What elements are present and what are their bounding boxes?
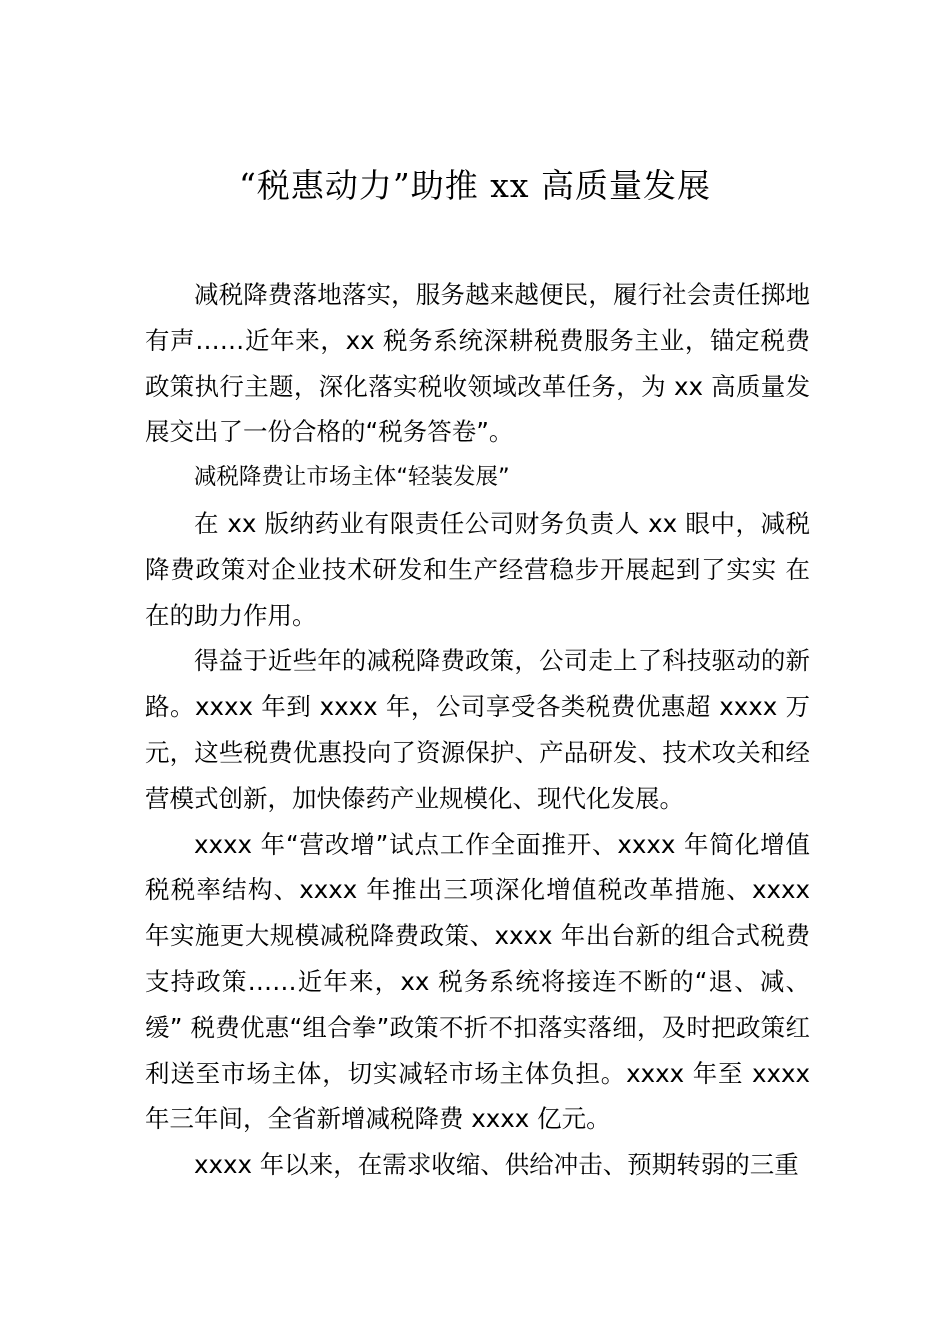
paragraph-company-quote: 在 xx 版纳药业有限责任公司财务负责人 xx 眼中，减税降费政策对企业技术研发和生产经营稳步开展起到了实实 在在的助力作用。 <box>145 508 810 630</box>
document-body <box>145 272 810 1188</box>
document-title: “税惠动力”助推 xx 高质量发展 <box>239 166 711 205</box>
paragraph-intro: 减税降费落地落实，服务越来越便民，履行社会责任掷地有声……近年来，xx 税务系统深耕税费服务主业，锚定税费政策执行主题，深化落实税收领域改革任务，为 xx 高质量发展交出了一份合格的“税务答卷”。 <box>145 280 810 447</box>
paragraph-policy-history: xxxx 年“营改增”试点工作全面推开、xxxx 年简化增值税税率结构、xxxx 年推出三项深化增值税改革措施、xxxx 年实施更大规模减税降费政策、xxxx 年出台新的组合式税费支持政策……近年来，xx 税务系统将接连不断的“退、减、缓” 税费优惠“组合拳”政策不折不扣落实落细，及时把政策红利送至市场主体，切实减轻市场主体负担。xxxx 年至 xxxx 年三年间，全省新增减税降费 xxxx 亿元。 <box>145 829 810 1134</box>
paragraph-tech-driven: 得益于近些年的减税降费政策，公司走上了科技驱动的新路。xxxx 年到 xxxx 年，公司享受各类税费优惠超 xxxx 万元，这些税费优惠投向了资源保护、产品研发、技术攻关和经营模式创新，加快傣药产业规模化、现代化发展。 <box>145 646 810 813</box>
section-subheading: 减税降费让市场主体“轻装发展” <box>193 464 510 491</box>
paragraph-since-year: xxxx 年以来，在需求收缩、供给冲击、预期转弱的三重 <box>194 1150 799 1180</box>
